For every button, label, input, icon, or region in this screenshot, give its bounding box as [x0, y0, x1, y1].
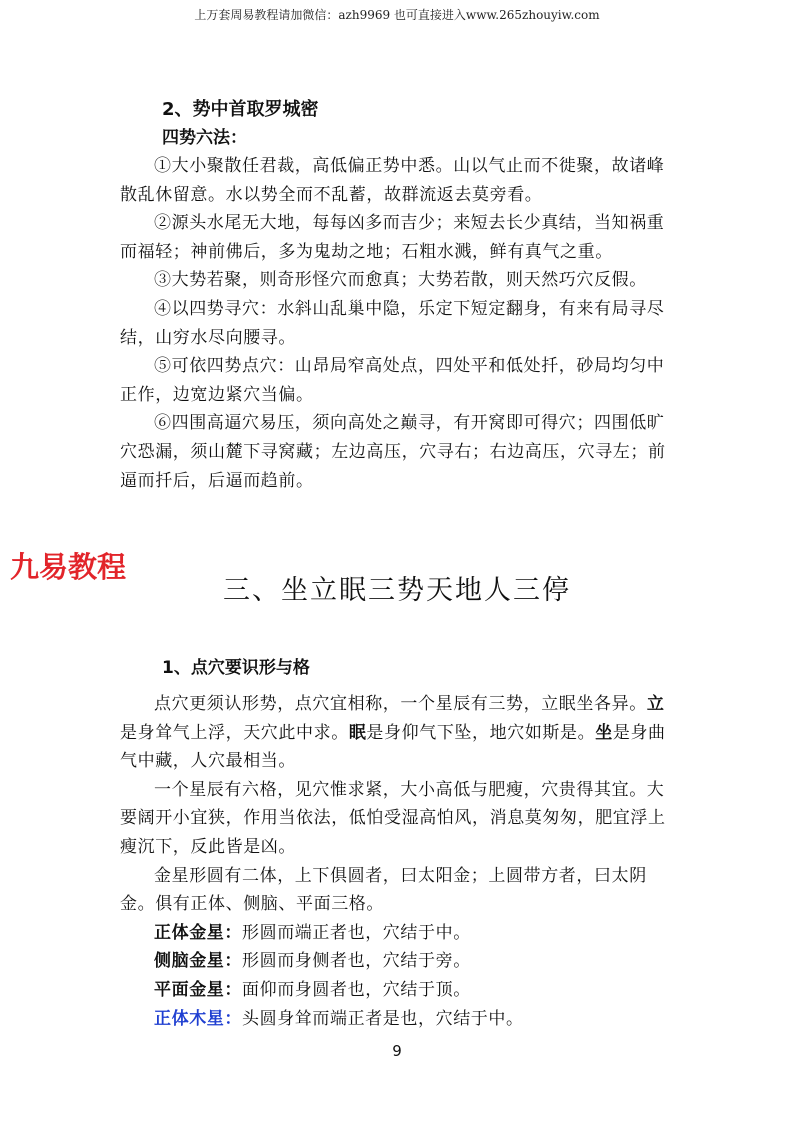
item-text: 形圆而端正者也，穴结于中。 [242, 922, 471, 943]
term-mian: 眠 [348, 722, 367, 743]
list-item [120, 919, 680, 948]
paragraph-6: ⑥四围高逼穴易压，须向高处之巅寻，有开窝即可得穴；四围低旷穴恐漏，须山麓下寻窝藏；左边高压，穴寻右；右边高压，穴寻左；前逼而扦后，后逼而趋前。 [120, 413, 666, 491]
paragraph-4: ④以四势寻穴：水斜山乱巢中隐，乐定下短定翻身，有来有局寻尽结，山穷水尽向腰寻。 [120, 298, 665, 348]
list-item [120, 1005, 680, 1034]
list-item [120, 947, 680, 976]
stances-mian-text: 是身仰气下坠，地穴如斯是。 [366, 722, 596, 743]
stances-zuo-text: 是身曲气中藏，人穴最相当。 [120, 722, 666, 772]
paragraph-1: ①大小聚散任君裁，高低偏正势中悉。山以气止而不徙聚，故诸峰散乱休留意。水以势全而不乱蓄，故群流返去莫旁看。 [120, 156, 665, 205]
section-2-content [120, 96, 680, 495]
paragraph-5: ⑤可依四势点穴：山昂局窄高处点，四处平和低处扦，砂局均匀中正作，边宽边紧穴当偏。 [120, 356, 665, 405]
subsection-1-title: 1、点穴要识形与格 [162, 658, 310, 678]
term-zuo: 坐 [595, 722, 613, 743]
paragraph-six-forms: 一个星辰有六格，见穴惟求紧，大小高低与肥瘦，穴贵得其宜。大要阔开小宜狭，作用当依法，低怕受湿高怕风，消息莫匆匆，肥宜浮上瘦沉下，反此皆是凶。 [120, 779, 666, 857]
paragraph-metal-star: 金星形圆有二体，上下俱圆者，曰太阳金；上圆带方者，曰太阴金。俱有正体、侧脑、平面三格。 [120, 865, 647, 915]
page-header: 上万套周易教程请加微信：azh9969 也可直接进入www.265zhouyiw.com [194, 8, 600, 22]
item-text: 头圆身耸而端正者是也，穴结于中。 [242, 1008, 524, 1029]
paragraph-3: ③大势若聚，则奇形怪穴而愈真；大势若散，则天然巧穴反假。 [154, 270, 647, 291]
item-text: 面仰而身圆者也，穴结于顶。 [242, 979, 471, 1000]
stances-li-text: 是身耸气上浮，天穴此中求。 [120, 722, 349, 743]
page-number: 9 [392, 1042, 402, 1060]
watermark-logo: 九易教程 [10, 550, 127, 584]
list-item [120, 976, 680, 1005]
section-3-content [120, 656, 680, 1033]
item-label: 侧脑金星： [154, 951, 242, 972]
section-2-subtitle: 四势六法： [162, 128, 247, 148]
item-label-highlight: 正体木星： [154, 1008, 242, 1029]
section-3-title: 三、坐立眠三势天地人三停 [223, 575, 571, 606]
item-text: 形圆而身侧者也，穴结于旁。 [242, 951, 471, 972]
stances-intro: 点穴更须认形势，点穴宜相称，一个星辰有三势，立眠坐各异。 [154, 694, 647, 714]
paragraph-2: ②源头水尾无大地，每每凶多而吉少；来短去长少真结，当知祸重而福轻；神前佛后，多为鬼劫之地；石粗水溅，鲜有真气之重。 [120, 213, 665, 262]
item-label: 平面金星： [154, 979, 242, 1000]
section-2-title: 2、势中首取罗城密 [162, 99, 319, 120]
term-li: 立 [646, 694, 665, 714]
item-label: 正体金星： [154, 922, 242, 943]
paragraph-stances [120, 690, 680, 776]
